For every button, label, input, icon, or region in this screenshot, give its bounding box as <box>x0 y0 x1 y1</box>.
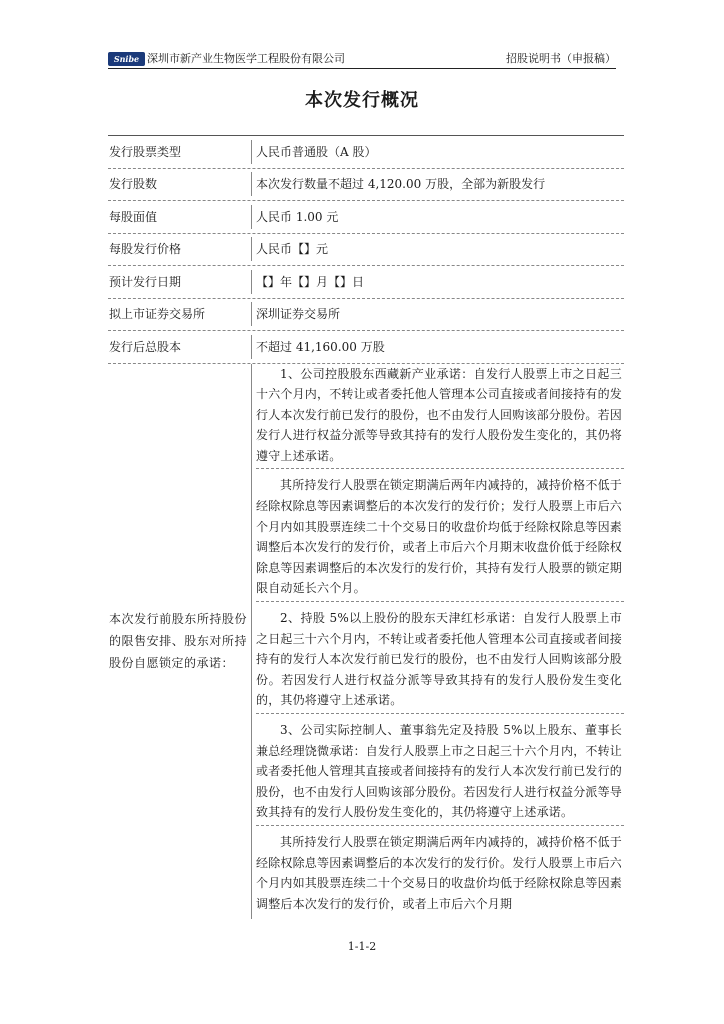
row-value: 不超过 41,160.00 万股 <box>256 339 385 354</box>
row-value: 人民币 1.00 元 <box>256 209 339 224</box>
table-row <box>108 234 624 267</box>
row-label: 每股面值 <box>108 205 252 229</box>
page-number: 1-1-2 <box>347 940 377 953</box>
commitment-paragraph: 3、公司实际控制人、董事翁先定及持股 5%以上股东、董事长兼总经理饶微承诺：自发行人股票上市之日起三十六个月内，不转让或者委托他人管理其直接或者间接持有的发行人本次发行前已发行的股份，也不由发行人回购该部分股份。若因发行人进行权益分派等导致其持有的发行人股份发生变化的，其仍将遵守上述承诺。 <box>256 720 624 826</box>
row-value: 【】年【】月【】日 <box>256 274 365 289</box>
row-label: 发行股数 <box>108 172 252 196</box>
row-label: 发行后总股本 <box>108 335 252 359</box>
row-label: 发行股票类型 <box>108 140 252 164</box>
commitment-paragraph: 1、公司控股股东西藏新产业承诺：自发行人股票上市之日起三十六个月内，不转让或者委托他人管理本公司直接或者间接持有的发行人本次发行前已发行的股份，也不由发行人回购该部分股份。若因发行人进行权益分派等导致其持有的发行人股份发生变化的，其仍将遵守上述承诺。 <box>256 364 624 470</box>
table-row <box>108 169 624 202</box>
table-row <box>108 331 624 364</box>
row-label: 拟上市证券交易所 <box>108 302 252 326</box>
row-value: 人民币普通股（A 股） <box>256 144 377 159</box>
row-value: 本次发行数量不超过 4,120.00 万股，全部为新股发行 <box>256 177 546 192</box>
table-row <box>108 299 624 332</box>
row-label: 预计发行日期 <box>108 270 252 294</box>
row-label: 每股发行价格 <box>108 237 252 261</box>
commitment-paragraph: 其所持发行人股票在锁定期满后两年内减持的，减持价格不低于经除权除息等因素调整后的本次发行的发行价。发行人股票上市后六个月内如其股票连续二十个交易日的收盘价均低于经除权除息等因素调整后本次发行的发行价，或者上市后六个月期 <box>256 834 623 911</box>
row-value: 人民币【】元 <box>256 242 329 257</box>
lockup-row <box>108 364 624 919</box>
document-type: 招股说明书（申报稿） <box>506 52 616 65</box>
commitment-paragraph: 2、持股 5%以上股份的股东天津红杉承诺：自发行人股票上市之日起三十六个月内，不转让或者委托他人管理本公司直接或者间接持有的发行人本次发行前已发行的股份，也不由发行人回购该部分股份。若因发行人进行权益分派等导致其持有的发行人股份发生变化的，其仍将遵守上述承诺。 <box>256 608 624 714</box>
page-header <box>108 52 616 69</box>
commitment-paragraph: 其所持发行人股票在锁定期满后两年内减持的，减持价格不低于经除权除息等因素调整后的本次发行的发行价；发行人股票上市后六个月内如其股票连续二十个交易日的收盘价均低于经除权除息等因素调整后本次发行的发行价，或者上市后六个月期末收盘价低于经除权除息等因素调整后的本次发行的发行价，其持有发行人股票的锁定期限自动延长六个月。 <box>256 475 624 602</box>
table-row <box>108 266 624 299</box>
row-value: 深圳证券交易所 <box>256 307 341 322</box>
company-name: 深圳市新产业生物医学工程股份有限公司 <box>147 52 345 65</box>
issuance-summary-table <box>108 135 624 919</box>
company-logo: Snibe <box>108 52 145 66</box>
table-row <box>108 136 624 169</box>
lockup-label: 本次发行前股东所持股份的限售安排、股东对所持股份自愿锁定的承诺： <box>108 364 252 919</box>
lockup-commitments <box>252 364 624 919</box>
section-title: 本次发行概况 <box>305 90 419 111</box>
table-row <box>108 201 624 234</box>
